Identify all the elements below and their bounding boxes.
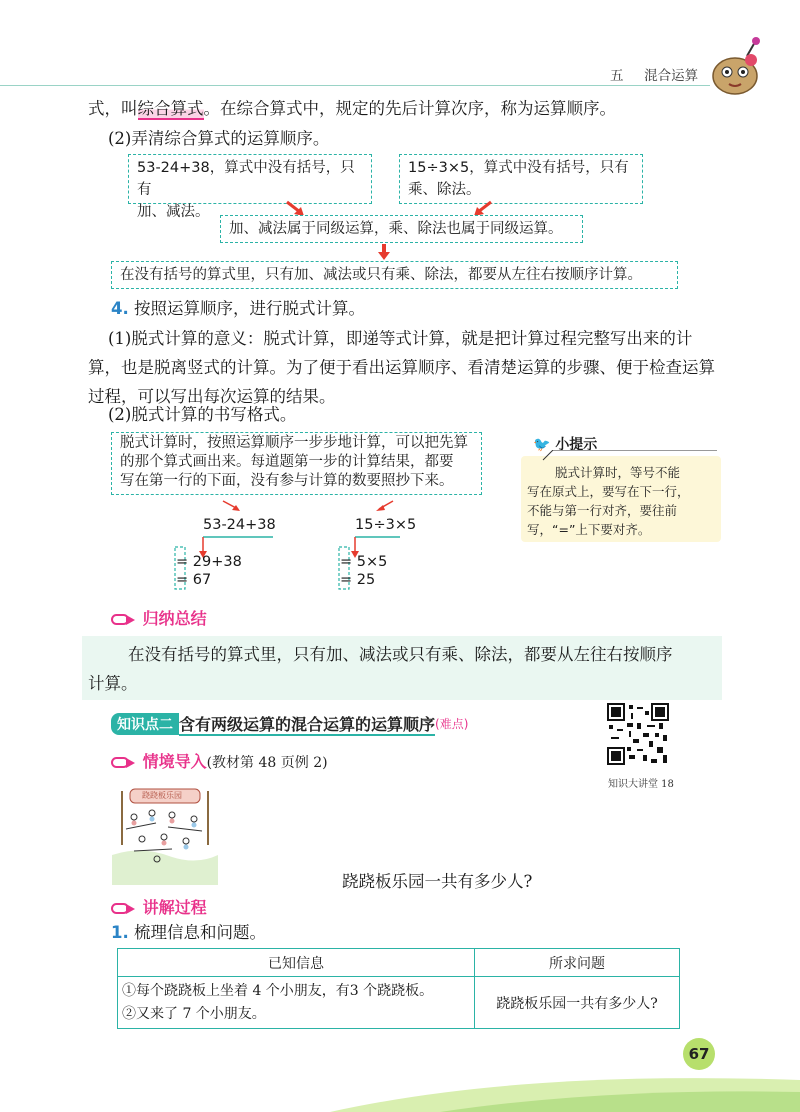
flow-box-left <box>128 154 372 220</box>
paragraph-1-line1: (1)脱式计算的意义：脱式计算，即递等式计算，就是把计算过程完整写出来的计 <box>108 329 693 348</box>
calc-right-expr: 15÷3×5 <box>355 517 417 533</box>
tip-title-text: 小提示 <box>555 437 598 453</box>
flow-box-left-line1: 53-24+38，算式中没有括号，只有 <box>137 160 355 198</box>
info-table <box>117 948 680 1029</box>
intro-line <box>88 94 616 123</box>
calc-left-step1: = 29+38 <box>176 554 242 570</box>
intro-term: 综合算式 <box>137 99 204 118</box>
knowledge-difficulty: (难点) <box>435 717 469 731</box>
flow-box-right <box>399 154 643 204</box>
item-4-number: 4. <box>111 299 129 318</box>
summary-heading <box>111 606 207 629</box>
flow-box-right-line1: 15÷3×5，算式中没有括号，只有 <box>408 160 629 176</box>
item-1-title: 梳理信息和问题。 <box>134 923 266 942</box>
knowledge-point-2-header <box>111 712 468 735</box>
illustration-sign-text: 跷跷板乐园 <box>142 791 182 800</box>
paragraph-2: (2)脱式计算的书写格式。 <box>108 405 297 424</box>
situation-heading <box>111 749 328 772</box>
calc-right-step1-value: 5×5 <box>356 554 388 570</box>
item-1 <box>111 918 266 947</box>
question-text: 跷跷板乐园一共有多少人? <box>342 872 533 891</box>
paragraph-1-line3: 过程，可以写出每次运算的结果。 <box>88 387 336 406</box>
format-box <box>111 432 482 495</box>
mascot-icon <box>705 36 767 96</box>
table-header-question: 所求问题 <box>475 949 680 977</box>
known-info-1: ①每个跷跷板上坐着 4 个小朋友，有3 个跷跷板。 <box>122 982 434 999</box>
section-number: 五 <box>610 68 624 84</box>
tip-box <box>521 456 721 542</box>
marker-icon <box>111 902 137 916</box>
tip-bubble-tail <box>521 450 721 462</box>
table-header-row <box>118 949 680 977</box>
qr-code-icon[interactable] <box>607 703 669 765</box>
explain-heading <box>111 895 207 918</box>
format-box-line1: 脱式计算时，按照运算顺序一步步地计算，可以把先算 <box>120 435 468 451</box>
bird-icon: 🐦 <box>533 437 551 453</box>
calc-right-step2-value: 25 <box>356 572 376 588</box>
tip-line1: 脱式计算时，等号不能 <box>555 465 681 480</box>
tip-text <box>527 463 690 539</box>
flow-box-left-line2: 加、减法。 <box>137 204 210 220</box>
flow-box-bottom-text: 在没有括号的算式里，只有加、减法或只有乘、除法，都要从左往右按顺序计算。 <box>120 267 642 283</box>
known-info-2: ②又来了 7 个小朋友。 <box>122 1005 266 1022</box>
format-box-line3: 写在第一行的下面，没有参与计算的数要照抄下来。 <box>120 473 454 489</box>
arrow-down-icon <box>377 243 391 261</box>
knowledge-title: 含有两级运算的混合运算的运算顺序 <box>179 715 436 734</box>
calc-left-step1-value: 29+38 <box>192 554 242 570</box>
summary-heading-text: 归纳总结 <box>142 609 207 628</box>
situation-note: (教材第 48 页例 2) <box>206 755 328 771</box>
item-4-title: 按照运算顺序，进行脱式计算。 <box>134 299 365 318</box>
knowledge-tag: 知识点二 <box>111 713 179 735</box>
flow-box-bottom <box>111 261 678 289</box>
header-rule <box>0 85 710 86</box>
situation-heading-text: 情境导入 <box>142 752 207 771</box>
page-number: 67 <box>688 1045 710 1063</box>
section-title: 混合运算 <box>644 68 699 84</box>
running-header <box>610 64 698 84</box>
calc-left-step2: = 67 <box>176 572 212 588</box>
qr-caption: 知识大讲堂 18 <box>608 779 674 790</box>
intro-part2: 。在综合算式中，规定的先后计算次序，称为运算顺序。 <box>203 99 616 118</box>
summary-box <box>82 636 722 700</box>
tip-line2: 写在原式上，要写在下一行， <box>527 484 690 499</box>
marker-icon <box>111 613 137 627</box>
calc-left-expr: 53-24+38 <box>203 517 276 533</box>
paragraph-1-line2: 算，也是脱离竖式的计算。为了便于看出运算顺序、看清楚运算的步骤、便于检查运算 <box>88 358 715 377</box>
table-cell-question: 跷跷板乐园一共有多少人? <box>475 977 680 1029</box>
calc-left-step2-value: 67 <box>192 572 212 588</box>
summary-line2: 计算。 <box>88 674 138 693</box>
marker-icon <box>111 756 137 770</box>
footer-wave <box>0 1030 800 1112</box>
tip-line4: 写，“=”上下要对齐。 <box>527 522 651 537</box>
tip-line3: 不能与第一行对齐，要往前 <box>527 503 678 518</box>
page-number-badge <box>683 1038 715 1070</box>
paragraph-1 <box>88 324 728 411</box>
explain-heading-text: 讲解过程 <box>142 898 207 917</box>
summary-line1: 在没有括号的算式里，只有加、减法或只有乘、除法，都要从左往右按顺序 <box>128 645 673 664</box>
table-row <box>118 977 680 1029</box>
flow-box-middle-text: 加、减法属于同级运算，乘、除法也属于同级运算。 <box>229 221 563 237</box>
format-box-line2: 的那个算式画出来。每道题第一步的计算结果，都要 <box>120 454 454 470</box>
table-header-known: 已知信息 <box>118 949 475 977</box>
subsection-2-title: (2)弄清综合算式的运算顺序。 <box>108 129 330 148</box>
flow-box-right-line2: 乘、除法。 <box>408 182 481 198</box>
intro-part1: 式，叫 <box>88 99 138 118</box>
item-1-number: 1. <box>111 923 129 942</box>
table-cell-known <box>118 977 475 1029</box>
calc-right-step2: = 25 <box>340 572 376 588</box>
flow-box-middle <box>220 215 583 243</box>
calc-right-step1: = 5×5 <box>340 554 388 570</box>
item-4 <box>111 294 365 323</box>
